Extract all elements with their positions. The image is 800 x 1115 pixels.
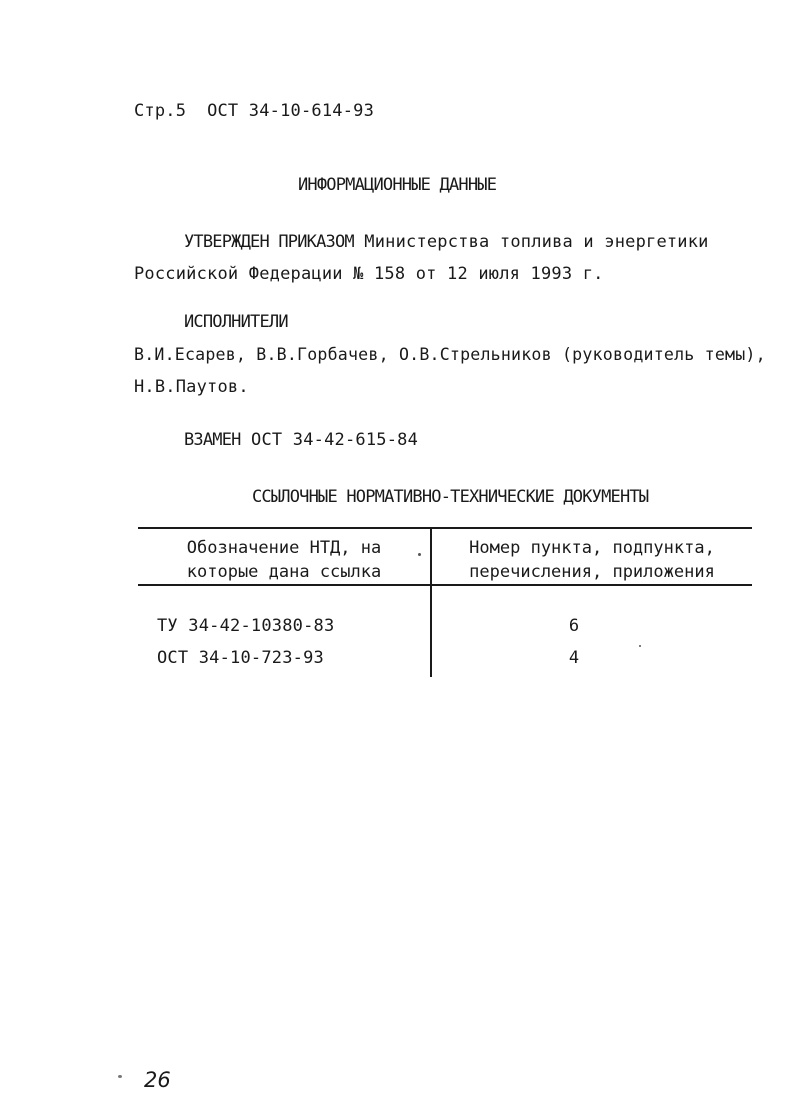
approved-text: Министерства топлива и энергетики [364,232,709,252]
table-top-rule [138,527,752,529]
approved-label: УТВЕРЖДЕН ПРИКАЗОМ [184,232,354,252]
table-cell-item: 6 [568,616,580,636]
table-header-col-1: Обозначение НТД, на которые дана ссылка [186,538,382,582]
header [134,101,374,121]
replaces-label: ВЗАМЕН [184,430,241,450]
replaces-standard: ОСТ 34-42-615-84 [251,430,419,450]
page-ref: Стр.5 [134,101,187,121]
executors-line-2: Н.В.Паутов. [134,377,249,397]
table-header-col-2: Номер пункта, подпункта, перечисления, приложения [469,538,715,582]
executors-label: ИСПОЛНИТЕЛИ [184,312,288,332]
replaces-line [184,430,418,450]
scan-speck [639,645,641,647]
section-title: ИНФОРМАЦИОННЫЕ ДАННЫЕ [298,175,497,195]
approved-line-2: Российской Федерации № 158 от 12 июля 1993 г. [134,264,604,284]
standard-number: ОСТ 34-10-614-93 [207,101,375,121]
table-cell-designation: ОСТ 34-10-723-93 [157,648,324,668]
scan-speck [418,553,421,556]
table-header-rule [138,584,752,586]
executors-line-1: В.И.Есарев, В.В.Горбачев, О.В.Стрельников (руководитель темы), [134,345,766,364]
table-cell-designation: ТУ 34-42-10380-83 [157,616,335,636]
references-title: ССЫЛОЧНЫЕ НОРМАТИВНО-ТЕХНИЧЕСКИЕ ДОКУМЕНТЫ [252,487,649,507]
page-number: 26 [144,1068,171,1092]
scan-speck [118,1075,122,1078]
approved-line-1 [184,232,709,252]
table-cell-item: 4 [568,648,580,668]
